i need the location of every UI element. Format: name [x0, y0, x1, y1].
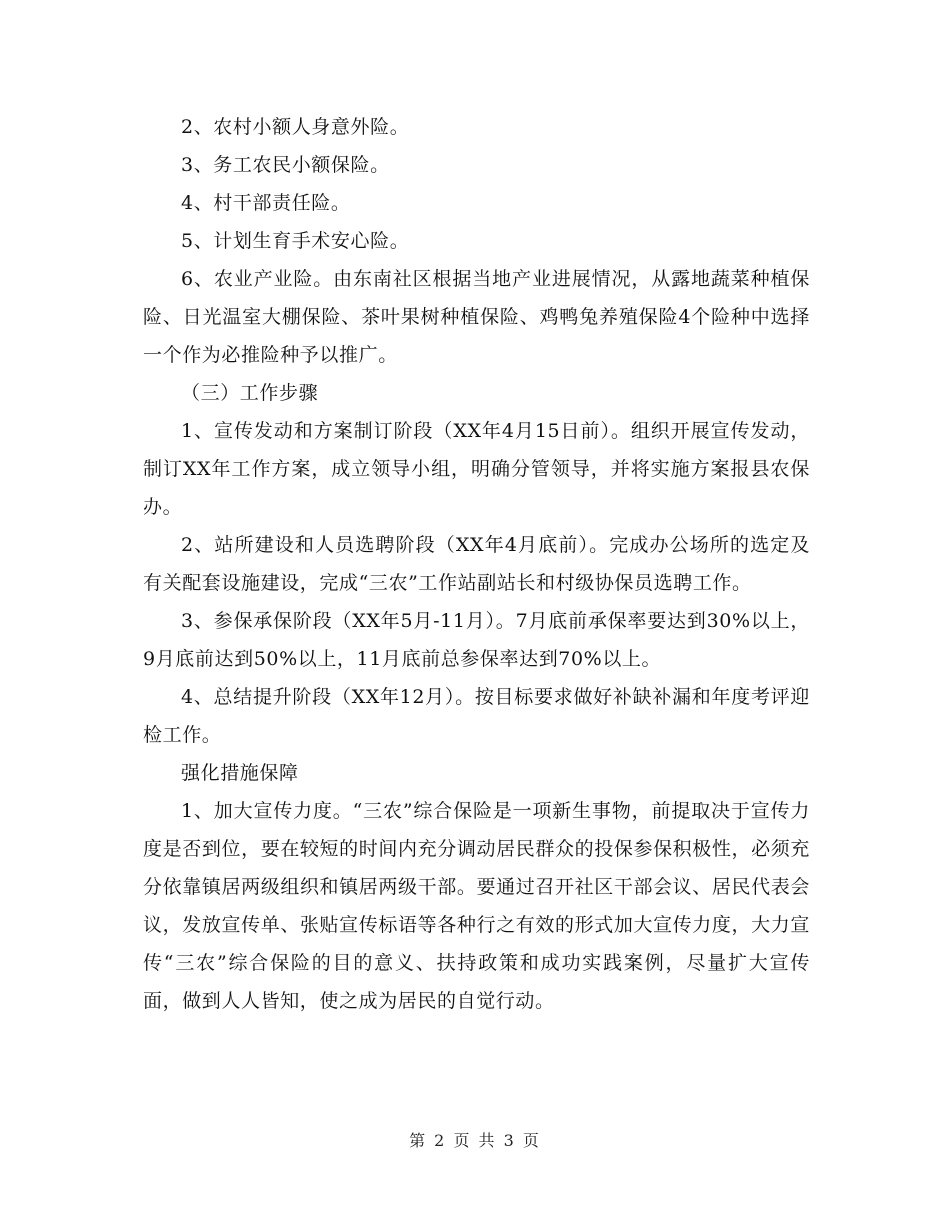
paragraph-step-2: 2、站所建设和人员选聘阶段（XX年4月底前）。完成办公场所的选定及有关配套设施建设，完成“三农”工作站副站长和村级协保员选聘工作。: [143, 534, 810, 594]
page-number-footer: 第 2 页 共 3 页: [409, 1131, 541, 1150]
paragraph-step-4: 4、总结提升阶段（XX年12月）。按目标要求做好补缺补漏和年度考评迎检工作。: [143, 686, 810, 746]
paragraph-item-4: 4、村干部责任险。: [181, 192, 351, 214]
paragraph-item-6: 6、农业产业险。由东南社区根据当地产业进展情况，从露地蔬菜种植保险、日光温室大棚保险、茶叶果树种植保险、鸡鸭兔养殖保险4个险种中选择一个作为必推险种予以推广。: [143, 268, 810, 366]
paragraph-step-1: 1、宣传发动和方案制订阶段（XX年4月15日前）。组织开展宣传发动，制订XX年工作方案，成立领导小组，明确分管领导，并将实施方案报县农保办。: [143, 420, 810, 518]
section-heading-work-steps: （三）工作步骤: [181, 382, 319, 404]
paragraph-item-3: 3、务工农民小额保险。: [181, 154, 390, 176]
document-body: [143, 108, 810, 1020]
section-heading-measures: 强化措施保障: [181, 762, 299, 784]
paragraph-step-3: 3、参保承保阶段（XX年5月-11月）。7月底前承保率要达到30%以上，9月底前达到50%以上，11月底前总参保率达到70%以上。: [143, 610, 810, 670]
paragraph-measure-1: 1、加大宣传力度。“三农”综合保险是一项新生事物，前提取决于宣传力度是否到位，要在较短的时间内充分调动居民群众的投保参保积极性，必须充分依靠镇居两级组织和镇居两级干部。要通过召开社区干部会议、居民代表会议，发放宣传单、张贴宣传标语等各种行之有效的形式加大宣传力度，大力宣传“三农”综合保险的目的意义、扶持政策和成功实践案例，尽量扩大宣传面，做到人人皆知，使之成为居民的自觉行动。: [143, 800, 810, 1012]
paragraph-item-5: 5、计划生育手术安心险。: [181, 230, 410, 252]
paragraph-item-2: 2、农村小额人身意外险。: [181, 116, 410, 138]
